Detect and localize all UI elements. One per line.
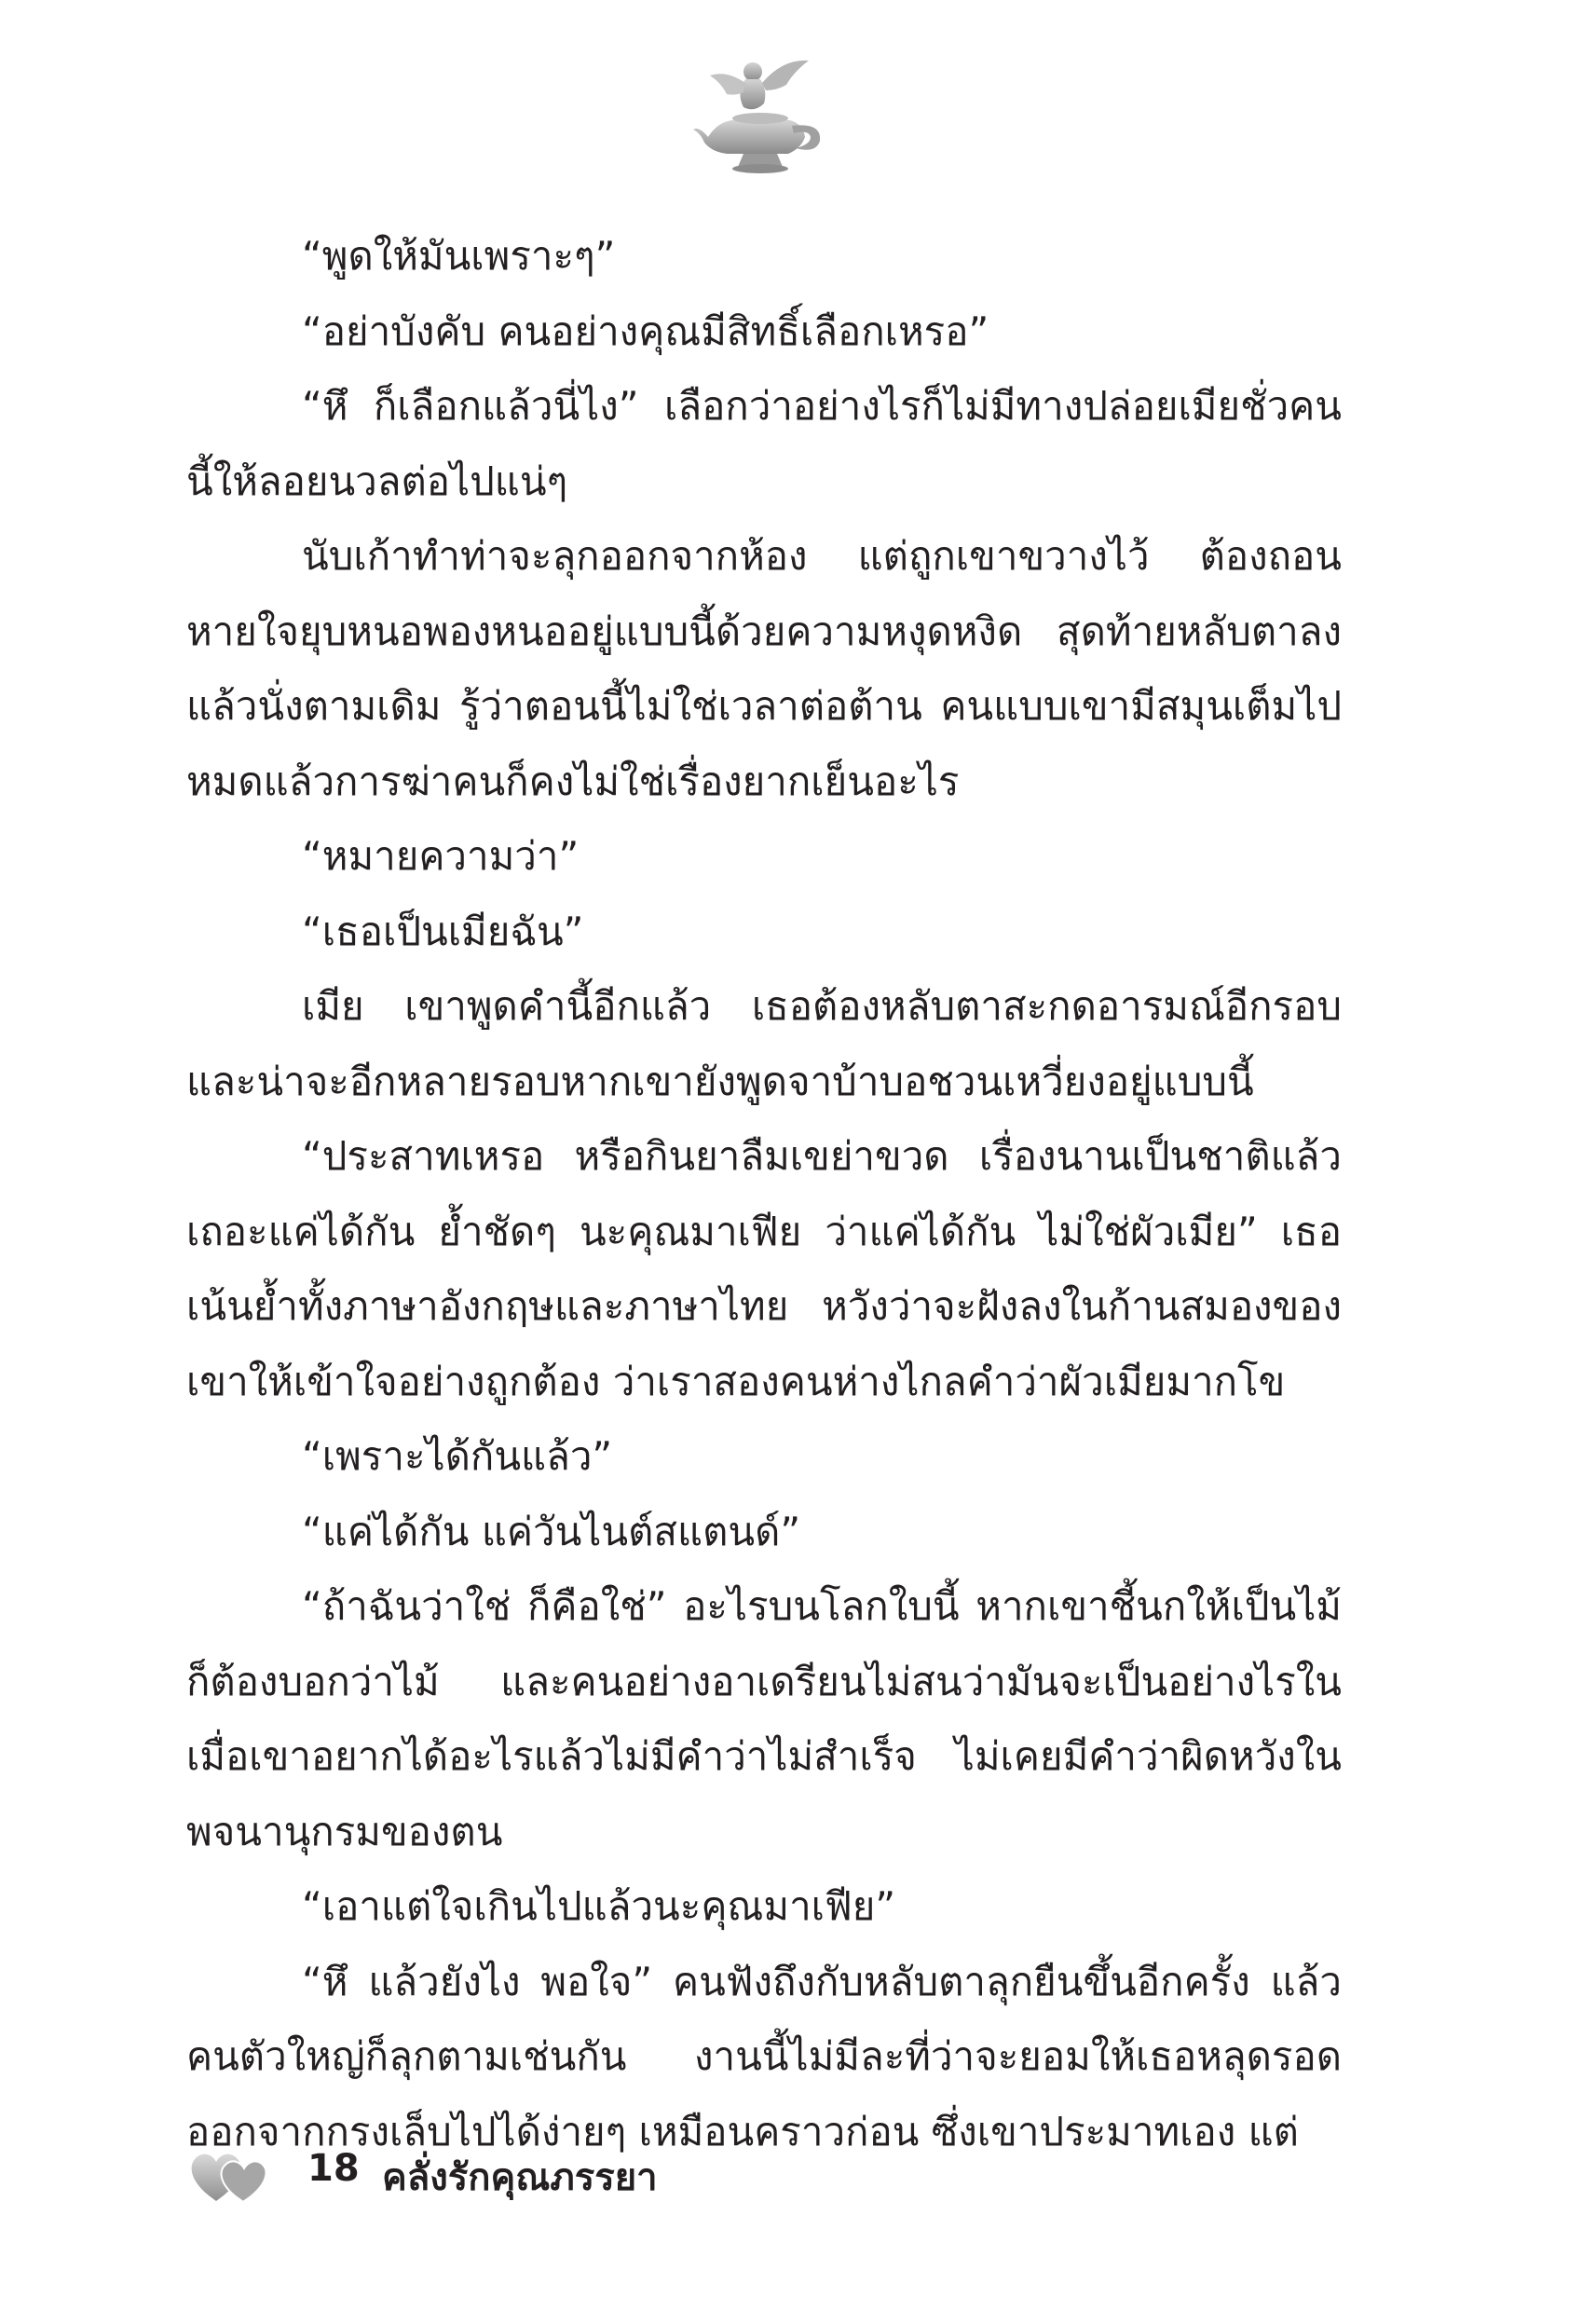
paragraph: “หึ ก็เลือกแล้วนี่ไง” เลือกว่าอย่างไรก็ไม่มีทางปล่อยเมียชั่วคนนี้ให้ลอยนวลต่อไปแน่ๆ (186, 383, 1342, 504)
cupid-teapot-ornament-icon (689, 51, 829, 182)
paragraph: “หึ แล้วยังไง พอใจ” คนฟังถึงกับหลับตาลุกยืนขึ้นอีกครั้ง แล้วคนตัวใหญ่ก็ลุกตามเช่นกัน งานนี้ไม่มีละที่ว่าจะยอมให้เธอหลุดรอดออกจากกรงเล็บไปได้ง่ายๆ เหมือนคราวก่อน ซึ่งเขาประมาทเอง แต่ (186, 1958, 1342, 2154)
hearts-icon (186, 2140, 270, 2205)
paragraph: “หมายความว่า” (302, 833, 580, 879)
paragraph: “พูดให้มันเพราะๆ” (302, 233, 616, 279)
paragraph: “เอาแต่ใจเกินไปแล้วนะคุณมาเฟีย” (302, 1883, 896, 1929)
book-title: คลั่งรักคุณภรรยา (382, 2156, 658, 2199)
paragraph: นับเก้าทำท่าจะลุกออกจากห้อง แต่ถูกเขาขวางไว้ ต้องถอนหายใจยุบหนอพองหนออยู่แบบนี้ด้วยความหงุดหงิด สุดท้ายหลับตาลงแล้วนั่งตามเดิม รู้ว่าตอนนี้ไม่ใช่เวลาต่อต้าน คนแบบเขามีสมุนเต็มไปหมดแล้วการฆ่าคนก็คงไม่ใช่เรื่องยากเย็นอะไร (186, 533, 1342, 804)
paragraph: “ประสาทเหรอ หรือกินยาลืมเขย่าขวด เรื่องนานเป็นชาติแล้วเถอะแค่ได้กัน ย้ำชัดๆ นะคุณมาเฟีย ว่าแค่ได้กัน ไม่ใช่ผัวเมีย” เธอเน้นย้ำทั้งภาษาอังกฤษและภาษาไทย หวังว่าจะฝังลงในก้านสมองของเขาให้เข้าใจอย่างถูกต้อง ว่าเราสองคนห่างไกลคำว่าผัวเมียมากโข (186, 1133, 1342, 1404)
paragraph: “เพราะได้กันแล้ว” (302, 1433, 613, 1479)
paragraph: “อย่าบังคับ คนอย่างคุณมีสิทธิ์เลือกเหรอ” (302, 308, 989, 354)
paragraph: “ถ้าฉันว่าใช่ ก็คือใช่” อะไรบนโลกใบนี้ หากเขาชี้นกให้เป็นไม้ก็ต้องบอกว่าไม้ และคนอย่างอาเดรียนไม่สนว่ามันจะเป็นอย่างไรในเมื่อเขาอยากได้อะไรแล้วไม่มีคำว่าไม่สำเร็จ ไม่เคยมีคำว่าผิดหวังในพจนานุกรมของตน (186, 1583, 1342, 1854)
paragraph: “แค่ได้กัน แค่วันไนต์สแตนด์” (302, 1508, 801, 1554)
body-text (186, 219, 1342, 2169)
page-number: 18 (307, 2147, 360, 2190)
paragraph: เมีย เขาพูดคำนี้อีกแล้ว เธอต้องหลับตาสะกดอารมณ์อีกรอบและน่าจะอีกหลายรอบหากเขายังพูดจาบ้าบอชวนเหวี่ยงอยู่แบบนี้ (186, 983, 1342, 1104)
paragraph: “เธอเป็นเมียฉัน” (302, 908, 584, 954)
